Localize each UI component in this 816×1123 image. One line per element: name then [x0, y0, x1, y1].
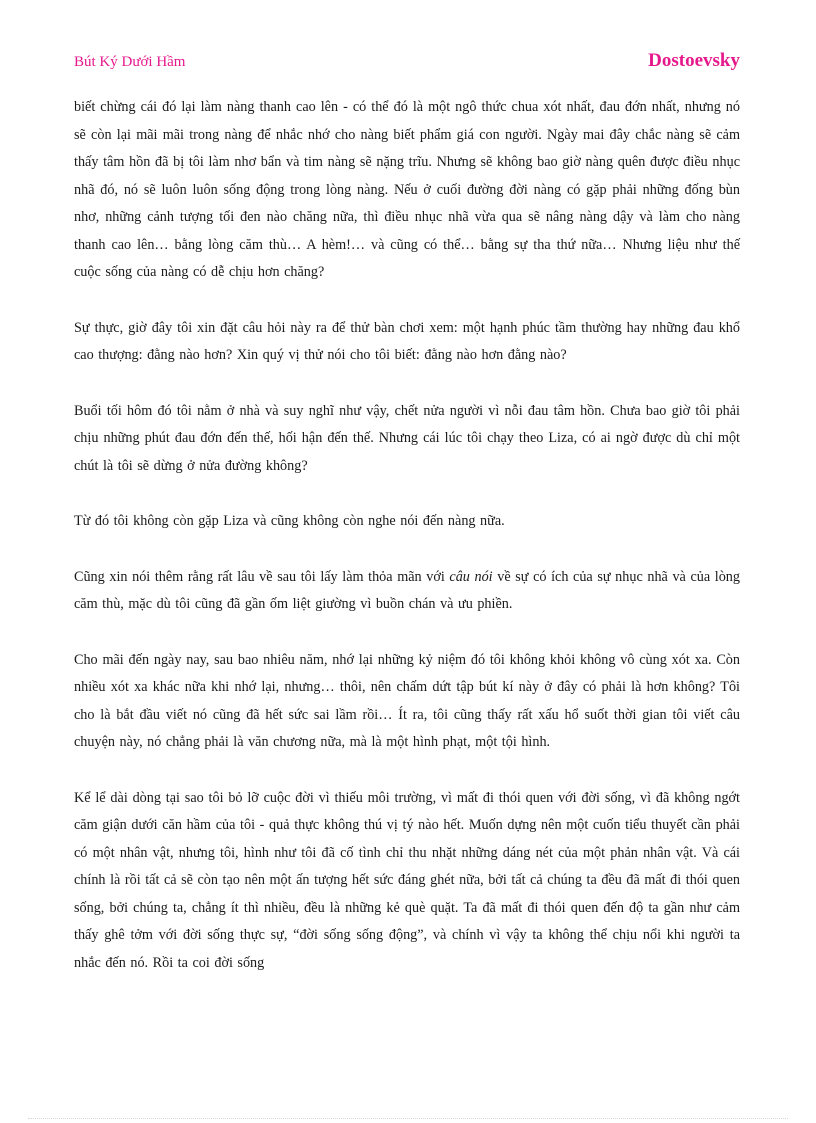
paragraph-5: [74, 564, 740, 619]
book-title: Bút Ký Dưới Hầm: [74, 54, 186, 70]
paragraph-2: Sự thực, giờ đây tôi xin đặt câu hỏi này ra để thử bàn chơi xem: một hạnh phúc tầm thường hay những đau khổ cao thượng: đằng nào hơn? Xin quý vị thử nói cho tôi biết: đằng nào hơn đằng nào?: [74, 319, 740, 363]
paragraph-3: Buổi tối hôm đó tôi nằm ở nhà và suy nghĩ như vậy, chết nửa người vì nỗi đau tâm hồn. Chưa bao giờ tôi phải chịu những phút đau đớn đến thế, hối hận đến thế. Nhưng cái lúc tôi chạy theo Liza, có ai ngờ được dù chỉ một chút là tôi sẽ dừng ở nửa đường không?: [74, 402, 740, 474]
paragraph-5-italic: câu nói: [449, 568, 493, 585]
paragraph-7: Kể lể dài dòng tại sao tôi bỏ lỡ cuộc đời vì thiếu môi trường, vì mất đi thói quen với đời sống, vì đã không ngớt căm giận dưới căn hầm của tôi - quả thực không thú vị tý nào hết. Muốn dựng nên một cuốn tiểu thuyết cần phải có một nhân vật, nhưng tôi, hình như tôi đã cố tình chỉ thu nhặt những dáng nét của một phản nhân vật. Và cái chính là rồi tất cả sẽ còn tạo nên một ấn tượng hết sức đáng ghét nữa, bởi tất cả chúng ta đều đã mất đi thói quen sống, bởi chúng ta, chẳng ít thì nhiều, đều là những kẻ què quặt. Ta đã mất đi thói quen đến độ ta gần như cảm thấy ghê tởm với đời sống thực sự, “đời sống sống động”, và chính vì vậy ta không thể chịu nổi khi người ta nhắc đến nó. Rồi ta coi đời sống: [74, 789, 740, 971]
paragraph-1: biết chừng cái đó lại làm nàng thanh cao lên - có thể đó là một ngô thức chua xót nhất, đau đớn nhất, nhưng nó sẽ còn lại mãi mãi trong nàng để nhắc nhớ cho nàng biết phẩm giá con người. Ngày mai đây chắc nàng sẽ cảm thấy tâm hồn đã bị tôi làm nhơ bẩn và tim nàng sẽ nặng trĩu. Nhưng sẽ không bao giờ nàng quên được điều nhục nhã đó, nó sẽ luôn luôn sống động trong lòng nàng. Nếu ở cuối đường đời nàng có gặp phải những đống bùn nhơ, những cảnh tượng tối đen nào chăng nữa, thì điều nhục nhã vừa qua sẽ nâng nàng dậy và làm cho nàng thanh cao lên… bằng lòng căm thù… A hèm!… và cũng có thể… bằng sự tha thứ nữa… Nhưng liệu như thế cuộc sống của nàng có dễ chịu hơn chăng?: [74, 99, 740, 280]
footer-divider: [28, 1118, 788, 1119]
paragraph-5-end: về sự có ích của sự nhục nhã và của lòng căm thù, mặc dù tôi cũng đã gần ốm liệt giường vì buồn chán và ưu phiền.: [74, 568, 740, 612]
paragraph-4: Từ đó tôi không còn gặp Liza và cũng không còn nghe nói đến nàng nữa.: [74, 513, 505, 529]
paragraph-6: Cho mãi đến ngày nay, sau bao nhiêu năm, nhớ lại những kỷ niệm đó tôi không khỏi không vô cùng xót xa. Còn nhiều xót xa khác nữa khi nhớ lại, nhưng… thôi, nên chấm dứt tập bút kí này ở đây có phải là hơn không? Tôi cho là bắt đầu viết nó cũng đã hết sức sai lầm rồi… Ít ra, tôi cũng thấy rất xấu hổ suốt thời gian tôi viết câu chuyện này, nó chẳng phải là văn chương nữa, mà là một hình phạt, một tội hình.: [74, 651, 740, 750]
author-name: Dostoevsky: [648, 50, 740, 71]
page-header: [74, 50, 740, 76]
paragraph-5-start: Cũng xin nói thêm rằng rất lâu về sau tôi lấy làm thỏa mãn với: [74, 568, 450, 585]
page-body: [74, 94, 740, 1005]
